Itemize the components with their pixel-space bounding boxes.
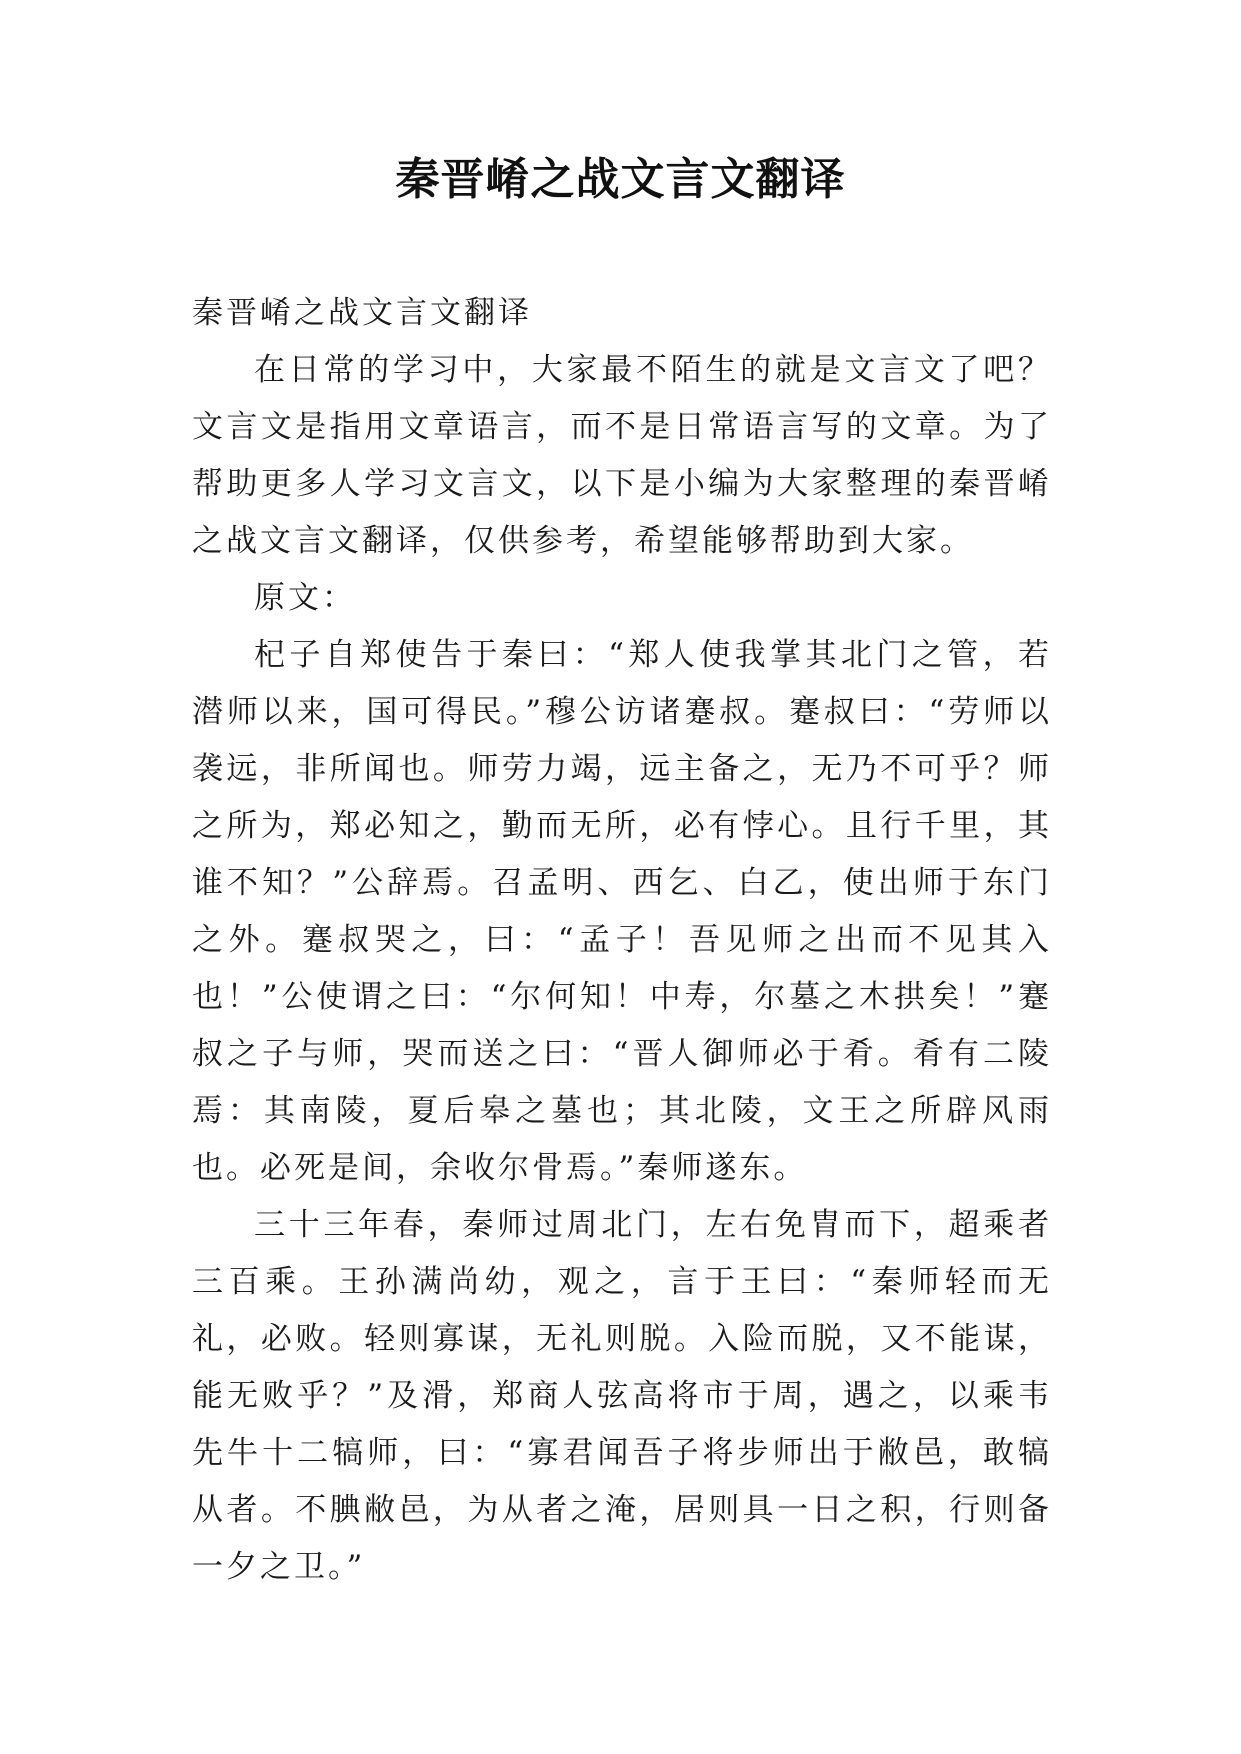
original-paragraph-1: 杞子自郑使告于秦曰：“郑人使我掌其北门之管，若潜师以来，国可得民。”穆公访诸蹇叔。蹇叔曰：“劳师以袭远，非所闻也。师劳力竭，远主备之，无乃不可乎？师之所为，郑必知之，勤而无所，必有悖心。且行千里，其谁不知？”公辞焉。召孟明、西乞、白乙，使出师于东门之外。蹇叔哭之，曰：“孟子！吾见师之出而不见其入也！”公使谓之曰：“尔何知！中寿，尔墓之木拱矣！”蹇叔之子与师，哭而送之曰：“晋人御师必于肴。肴有二陵焉：其南陵，夏后皋之墓也；其北陵，文王之所辟风雨也。必死是间，余收尔骨焉。”秦师遂东。 [192,637,1052,1186]
document-title: 秦晋崤之战文言文翻译 [395,154,846,205]
original-text-label: 原文： [254,580,356,616]
document-body [192,285,1052,1596]
document-subtitle: 秦晋崤之战文言文翻译 [192,295,532,331]
original-paragraph-2: 三十三年春，秦师过周北门，左右免胄而下，超乘者三百乘。王孙满尚幼，观之，言于王曰：“秦师轻而无礼，必败。轻则寡谋，无礼则脱。入险而脱，又不能谋，能无败乎？”及滑，郑商人弦高将市于周，遇之，以乘韦先牛十二犒师，曰：“寡君闻吾子将步师出于敝邑，敢犒从者。不腆敝邑，为从者之淹，居则具一日之积，行则备一夕之卫。” [192,1207,1052,1585]
intro-paragraph: 在日常的学习中，大家最不陌生的就是文言文了吧？文言文是指用文章语言，而不是日常语言写的文章。为了帮助更多人学习文言文，以下是小编为大家整理的秦晋崤之战文言文翻译，仅供参考，希望能够帮助到大家。 [192,352,1052,559]
